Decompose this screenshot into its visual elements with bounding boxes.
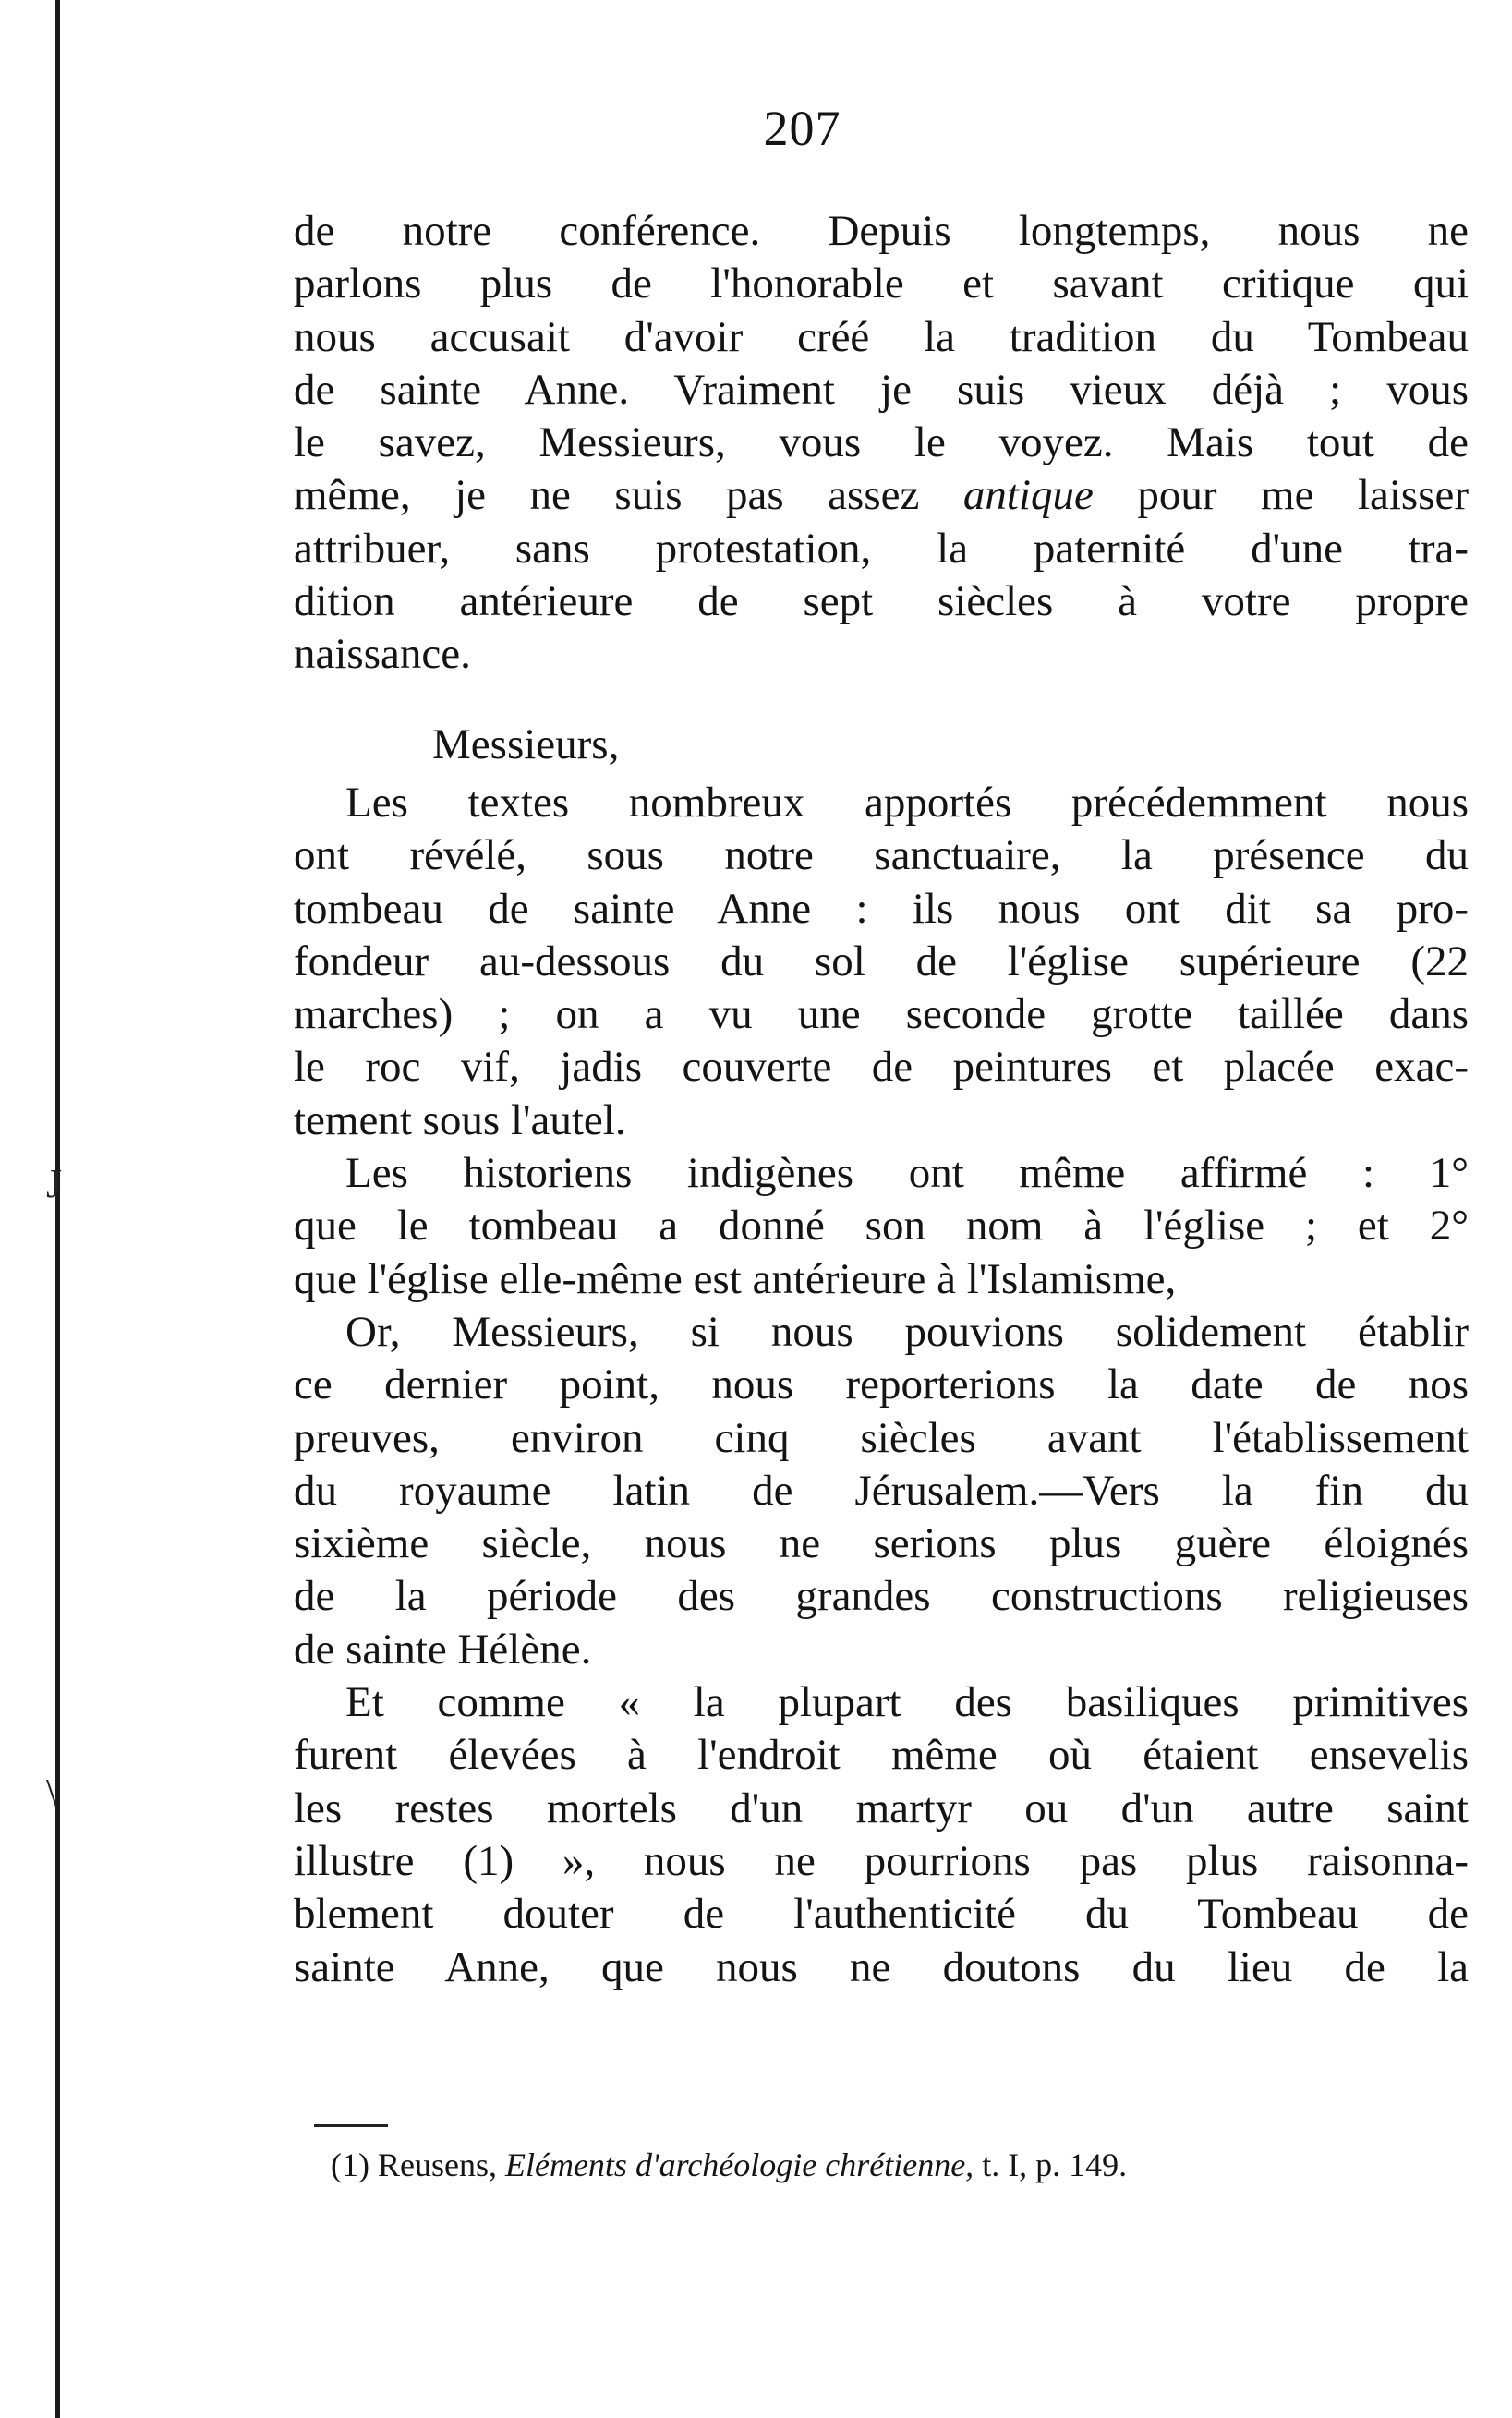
- text-line: ont révélé, sous notre sanctuaire, la présence du: [294, 831, 1469, 880]
- footnote-author: Reusens,: [377, 2146, 497, 2183]
- binding-edge-line: [55, 0, 60, 2418]
- text-line: blement douter de l'authenticité du Tombeau de: [294, 1890, 1469, 1939]
- text-line: tombeau de sainte Anne : ils nous ont dit sa pro-: [294, 884, 1469, 933]
- text-fragment: Or, Messieurs, si nous pouvions solidement établir: [345, 1307, 1469, 1356]
- text-fragment: Les historiens indigènes ont même affirmé : 1°: [345, 1149, 1469, 1198]
- text-line: illustre (1) », nous ne pourrions pas plus raisonna-: [294, 1836, 1469, 1885]
- footnote: [331, 2145, 1127, 2185]
- text-line: le roc vif, jadis couverte de peintures et placée exac-: [294, 1043, 1469, 1092]
- text-line: de sainte Anne. Vraiment je suis vieux déjà ; vous: [294, 365, 1469, 414]
- text-line: tement sous l'autel.: [294, 1095, 626, 1144]
- text-line: [294, 1306, 1469, 1359]
- text-line: du royaume latin de Jérusalem.—Vers la fin du: [294, 1466, 1469, 1515]
- text-line: sixième siècle, nous ne serions plus guère éloignés: [294, 1519, 1469, 1568]
- text-line: furent élevées à l'endroit même où étaient ensevelis: [294, 1731, 1469, 1780]
- text-fragment: même, je ne suis pas assez: [294, 471, 920, 520]
- footnote-title: Eléments d'archéologie chrétienne,: [504, 2146, 974, 2183]
- text-line: [294, 1147, 1469, 1200]
- text-line: ce dernier point, nous reporterions la date de nos: [294, 1360, 1469, 1409]
- text-line: nous accusait d'avoir créé la tradition du Tombeau: [294, 312, 1469, 361]
- text-line: [294, 1676, 1469, 1729]
- text-line: que le tombeau a donné son nom à l'église ; et 2°: [294, 1202, 1469, 1251]
- footnote-rule: [314, 2124, 388, 2127]
- text-fragment: pour me laisser: [1137, 471, 1470, 520]
- margin-mark: \: [46, 1771, 58, 1816]
- text-line: attribuer, sans protestation, la paternité d'une tra-: [294, 524, 1469, 573]
- paragraph: [294, 205, 1469, 682]
- page-number: 207: [763, 101, 841, 156]
- text-line: [294, 469, 1469, 522]
- text-line: que l'église elle-même est antérieure à l'Islamisme,: [294, 1254, 1177, 1303]
- paragraph: [294, 1306, 1469, 1676]
- text-line: preuves, environ cinq siècles avant l'établissement: [294, 1413, 1469, 1462]
- margin-mark: J: [46, 1161, 63, 1206]
- paragraph: [294, 777, 1469, 1147]
- salutation: Messieurs,: [432, 719, 620, 768]
- text-line: sainte Anne, que nous ne doutons du lieu de la: [294, 1942, 1469, 1991]
- text-line: parlons plus de l'honorable et savant critique qui: [294, 260, 1469, 308]
- footnote-marker: (1): [331, 2146, 369, 2183]
- paragraph: [294, 1147, 1469, 1306]
- text-line: naissance.: [294, 630, 471, 679]
- text-line: de sainte Hélène.: [294, 1625, 592, 1674]
- text-line: fondeur au-dessous du sol de l'église supérieure (22: [294, 937, 1469, 985]
- text-line: dition antérieure de sept siècles à votre propre: [294, 577, 1469, 626]
- italic-word: antique: [962, 471, 1094, 520]
- text-line: de notre conférence. Depuis longtemps, nous ne: [294, 207, 1469, 255]
- body-text: [294, 205, 1469, 1994]
- text-line: marches) ; on a vu une seconde grotte taillée dans: [294, 990, 1469, 1039]
- text-line: de la période des grandes constructions religieuses: [294, 1572, 1469, 1621]
- text-line: les restes mortels d'un martyr ou d'un autre saint: [294, 1783, 1469, 1832]
- text-fragment: Et comme « la plupart des basiliques primitives: [345, 1678, 1469, 1727]
- text-fragment: Les textes nombreux apportés précédemment nous: [345, 778, 1469, 827]
- paragraph: [294, 1676, 1469, 1994]
- text-line: [294, 777, 1469, 829]
- text-line: le savez, Messieurs, vous le voyez. Mais tout de: [294, 418, 1469, 467]
- footnote-reference: t. I, p. 149.: [982, 2146, 1128, 2183]
